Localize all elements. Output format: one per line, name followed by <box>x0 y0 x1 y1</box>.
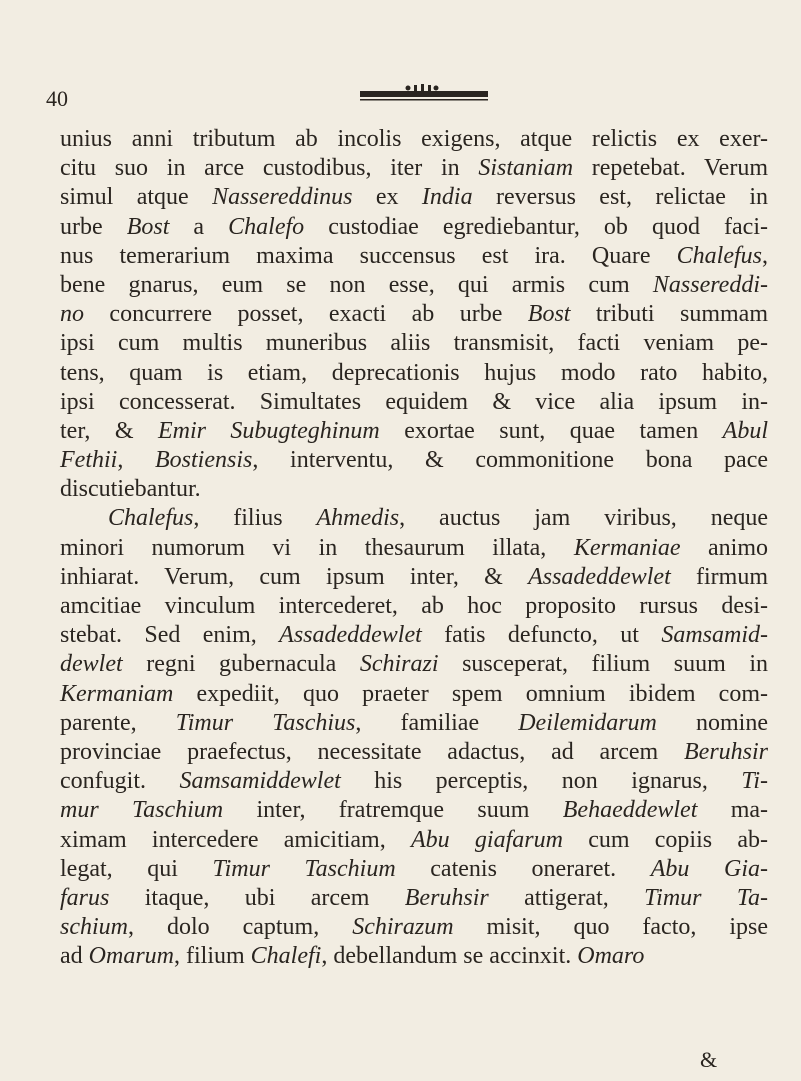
text-line <box>60 767 768 796</box>
italic-name: India <box>421 184 473 211</box>
text-run: ex <box>352 184 422 211</box>
text-run: minori numorum vi in thesaurum illata, <box>60 534 574 561</box>
italic-name: Sistaniam <box>478 155 574 182</box>
text-run: tributi summam <box>570 301 768 328</box>
text-run: ad <box>60 943 89 970</box>
page-number: 40 <box>46 86 68 111</box>
text-run: inter, fratremque suum <box>223 797 563 824</box>
italic-name: Chalefus <box>108 505 194 532</box>
italic-name: dewlet <box>60 651 123 678</box>
italic-name: Samsamid- <box>661 622 769 649</box>
text-line <box>60 417 768 446</box>
text-run: , auctus jam viribus, neque <box>399 505 768 532</box>
text-run: regni gubernacula <box>122 651 360 678</box>
text-run: nus temerarium maxima succensus est ira. Quare <box>60 242 677 269</box>
italic-name: Ahmedis <box>316 505 400 532</box>
italic-name: Ti- <box>741 768 768 795</box>
text-run: fatis defuncto, ut <box>421 622 662 649</box>
text-run: misit, quo facto, ipse <box>453 914 768 941</box>
italic-name: no <box>60 301 84 328</box>
italic-name: Bostiensis <box>155 447 253 474</box>
text-run: ter, & <box>60 417 158 444</box>
text-line <box>60 446 768 475</box>
text-line <box>60 650 768 679</box>
text-line <box>60 796 768 825</box>
header-ornament <box>360 84 488 102</box>
text-line <box>60 504 768 533</box>
text-run: ipsi cum multis muneribus aliis transmisit, facti veniam pe- <box>60 330 768 357</box>
text-run: , interventu, & commonitione bona pace <box>252 447 768 474</box>
text-run: discutiebantur. <box>60 476 201 503</box>
text-run: reversus est, relictae in <box>472 184 768 211</box>
italic-name: schium <box>60 914 128 941</box>
text-run: tens, quam is etiam, deprecationis hujus modo rato habito, <box>60 359 768 386</box>
italic-name: Nassereddi- <box>652 271 768 298</box>
italic-name: Bost <box>126 213 170 240</box>
text-run: firmum <box>670 563 768 590</box>
text-run: , debellandum se accinxit. <box>321 943 578 970</box>
text-run: , familiae <box>355 709 519 736</box>
italic-name: Samsamiddewlet <box>179 768 341 795</box>
italic-name: Chalefus <box>676 242 762 269</box>
text-line <box>60 563 768 592</box>
italic-name: Beruhsir <box>404 884 489 911</box>
text-run: his perceptis, non ignarus, <box>340 768 742 795</box>
text-line <box>60 534 768 563</box>
italic-name: Behaeddewlet <box>562 797 698 824</box>
text-run: legat, qui <box>60 855 213 882</box>
text-run: provinciae praefectus, necessitate adactus, ad arcem <box>60 738 684 765</box>
italic-name: Abu Gia- <box>650 855 769 882</box>
text-line <box>60 738 768 767</box>
text-run: expediit, quo praeter spem omnium ibidem com- <box>173 680 768 707</box>
text-run: repetebat. Verum <box>573 155 768 182</box>
italic-name: Chalefi <box>250 943 322 970</box>
text-line <box>60 125 768 154</box>
text-run: , dolo captum, <box>128 914 353 941</box>
text-line <box>60 359 768 388</box>
text-run: , filium <box>174 943 251 970</box>
text-run: inhiarat. Verum, cum ipsum inter, & <box>60 563 529 590</box>
text-line <box>60 621 768 650</box>
text-line <box>60 855 768 884</box>
text-run: attigerat, <box>488 884 645 911</box>
text-run: nomine <box>656 709 768 736</box>
italic-name: Omarum <box>88 943 174 970</box>
italic-name: mur Taschium <box>60 797 224 824</box>
text-run: , filius <box>193 505 317 532</box>
italic-name: farus <box>60 884 110 911</box>
text-run: concurrere posset, exacti ab urbe <box>84 301 528 328</box>
text-run: itaque, ubi arcem <box>109 884 405 911</box>
text-line <box>60 213 768 242</box>
text-run: animo <box>680 534 768 561</box>
body-text <box>60 125 768 971</box>
italic-name: Kermaniam <box>60 680 174 707</box>
text-line <box>60 592 768 621</box>
text-run: confugit. <box>60 768 180 795</box>
text-run: , <box>762 242 768 269</box>
text-run: simul atque <box>60 184 213 211</box>
italic-name: Emir Subugteghinum <box>157 417 380 444</box>
text-run: ma- <box>697 797 769 824</box>
text-run: urbe <box>60 213 127 240</box>
text-run: stebat. Sed enim, <box>60 622 280 649</box>
text-run: ipsi concesserat. Simultates equidem & vice alia ipsum in- <box>60 388 768 415</box>
italic-name: Timur Taschium <box>212 855 396 882</box>
italic-name: Beruhsir <box>684 738 768 765</box>
italic-name: Nassereddinus <box>212 184 353 211</box>
text-run: , <box>117 447 156 474</box>
catchword: & <box>700 1047 718 1072</box>
text-run: catenis oneraret. <box>395 855 651 882</box>
italic-name: Kermaniae <box>573 534 681 561</box>
text-line <box>60 183 768 212</box>
text-line <box>60 300 768 329</box>
text-run: susceperat, filium suum in <box>438 651 768 678</box>
text-run: amcitiae vinculum intercederet, ab hoc proposito rursus desi- <box>60 593 768 619</box>
italic-name: Bost <box>527 301 571 328</box>
italic-name: Timur Ta- <box>644 884 768 911</box>
italic-name: Omaro <box>577 943 645 970</box>
text-line <box>60 329 768 358</box>
text-line <box>60 242 768 271</box>
text-run: ximam intercedere amicitiam, <box>60 826 411 853</box>
italic-name: Fethii <box>60 447 118 474</box>
text-line <box>60 942 768 971</box>
text-line <box>60 826 768 855</box>
italic-name: Abul <box>722 417 768 444</box>
text-line <box>60 913 768 942</box>
text-line <box>60 154 768 183</box>
text-run: cum copiis ab- <box>562 826 769 853</box>
text-run: bene gnarus, eum se non esse, qui armis cum <box>60 271 653 298</box>
text-line <box>60 680 768 709</box>
italic-name: Schirazum <box>352 914 454 941</box>
text-run: citu suo in arce custodibus, iter in <box>60 155 479 182</box>
text-run: a <box>169 213 229 240</box>
italic-name: Schirazi <box>359 651 439 678</box>
text-run: custodiae egrediebantur, ob quod faci- <box>304 213 768 240</box>
text-run: exortae sunt, quae tamen <box>379 417 723 444</box>
text-line <box>60 388 768 417</box>
text-line <box>60 475 768 504</box>
text-line <box>60 884 768 913</box>
text-run: parente, <box>60 709 176 736</box>
text-line <box>60 709 768 738</box>
italic-name: Assadeddewlet <box>279 622 422 649</box>
italic-name: Deilemidarum <box>518 709 657 736</box>
text-line <box>60 271 768 300</box>
italic-name: Assadeddewlet <box>528 563 671 590</box>
italic-name: Chalefo <box>228 213 305 240</box>
italic-name: Abu giafarum <box>411 826 563 853</box>
italic-name: Timur Taschius <box>175 709 356 736</box>
text-run: unius anni tributum ab incolis exigens, atque relictis ex exer- <box>60 126 768 152</box>
